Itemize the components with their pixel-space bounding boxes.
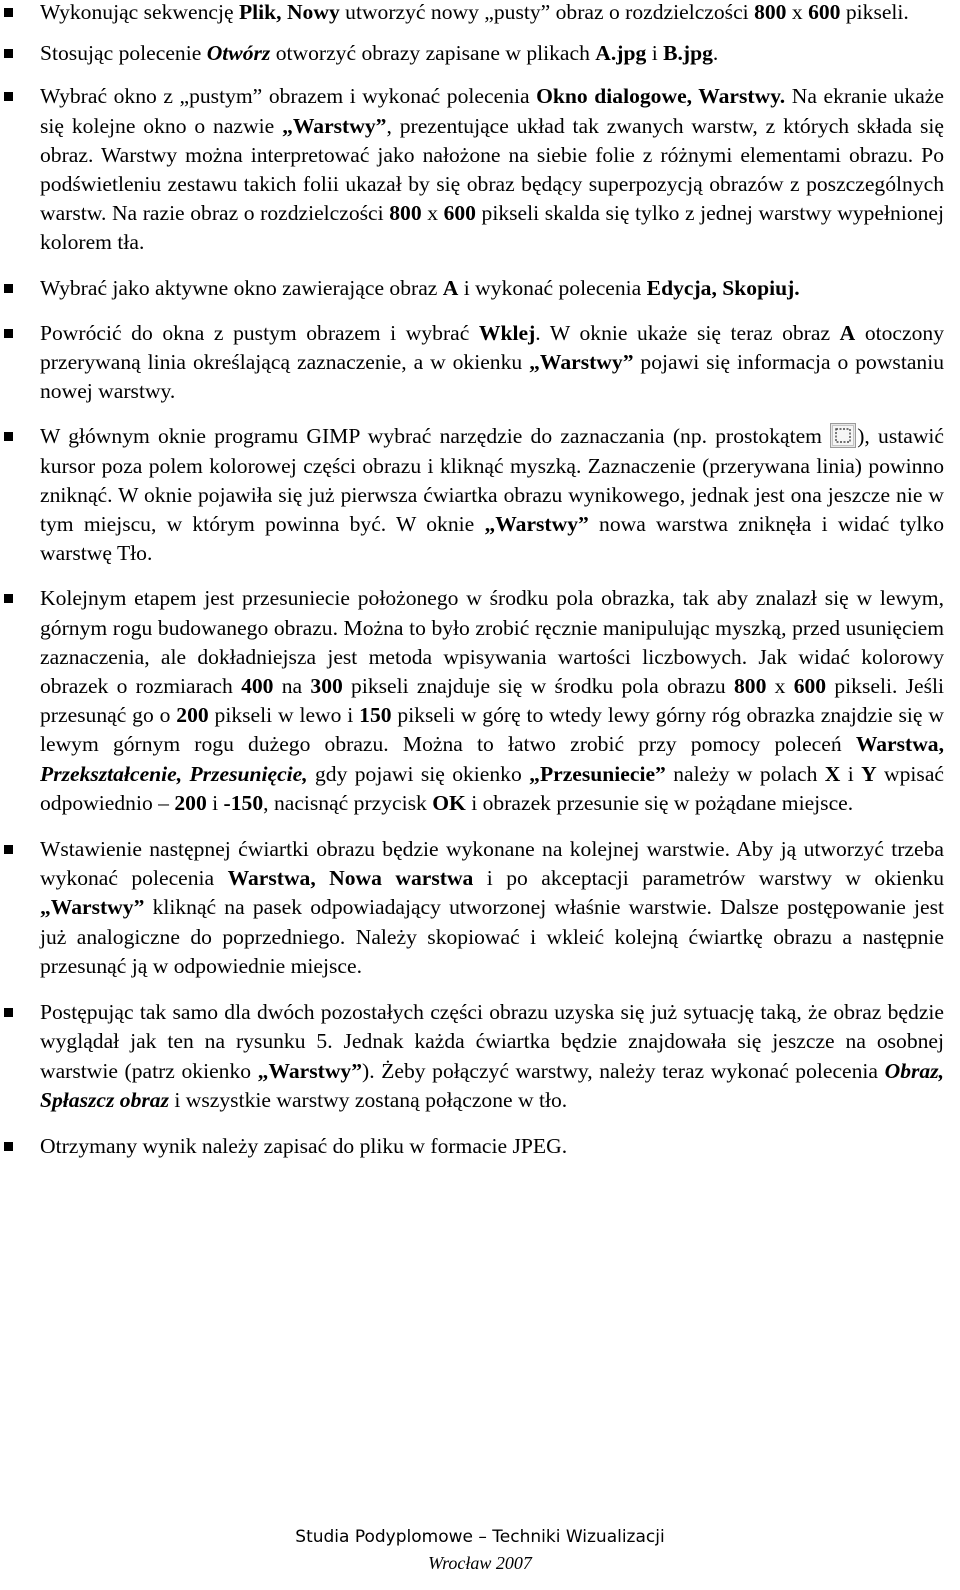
text-run: ), ustawić kursor poza polem kolorowej części obrazu i kliknąć myszką. Zaznaczenie (przerywana linia) powinno zniknąć. W oknie pojawiła się już pierwsza ćwiartka obrazu wynikowego, jednak jest ona jeszcze nie w tym miejscu, w którym powinna być. W oknie [40,424,944,537]
text-run: Na ekranie ukaże się kolejne okno o nazwie [40,84,944,138]
text-run: wpisać odpowiednio – [40,761,945,815]
text-run: A.jpg [595,41,647,66]
text-run: A [442,275,459,300]
text-run: 800 [389,201,422,226]
text-run: Kolejnym etapem jest przesuniecie położonego w środku pola obrazka, tak aby znalazł się w lewym, górnym rogu budowanego obrazu. Można to było zrobić ręcznie manipulując myszką, przed usunięciem zaznaczenia, ale dokładniejsza jest metoda wpisywania wartości liczbowych. Jak widać kolorowy obrazek o rozmiarach [40,586,944,699]
list-item [0,0,944,27]
text-run: x [786,0,809,24]
footer-line-2: Wrocław 2007 [428,1553,532,1573]
item-text [40,321,944,403]
text-run: pojawi się informacja o powstaniu nowej warstwy. [40,350,944,404]
text-run: 600 [443,201,476,226]
list-item [0,319,944,407]
text-run: 800 [733,674,767,699]
footer-line-1: Studia Podyplomowe – Techniki Wizualizacji [295,1527,665,1547]
text-run: Powrócić do okna z pustym obrazem i wybrać [40,320,479,345]
text-run: pikseli w górę to wtedy lewy górny róg obrazka znajdzie się w lewym górnym rogu dużego obrazu. Można to łatwo zrobić przy pomocy poleceń [40,703,944,757]
text-run: Wklej [478,320,536,345]
bullet-marker [4,594,13,603]
text-run: , nacisnąć przycisk [263,790,433,815]
bullet-marker [4,845,13,854]
text-run: Otrzymany wynik należy zapisać do pliku w formacie JPEG. [40,1133,568,1158]
text-run: X [824,761,841,786]
bullet-marker [4,432,13,441]
item-text [40,424,944,565]
text-run: x [421,201,444,226]
text-run: pikseli w lewo i [208,703,360,728]
text-run: i wykonać polecenia [458,275,647,300]
text-run: B.jpg [663,41,713,66]
text-run: , prezentujące układ tak zwanych warstw, z których składa się obraz. Warstwy można interpretować jako nałożone na siebie folie z różnymi elementami obrazu. Po podświetleniu zestawu takich folii ukazał by się obraz będący superpozycją obrazów z poszczególnych warstw. Na razie obraz o rozdzielczości [40,113,944,226]
rect-select-icon [830,423,856,448]
text-run: „Warstwy” [257,1058,363,1083]
bullet-marker [4,1142,13,1151]
text-run: W głównym oknie programu GIMP wybrać narzędzie do zaznaczania (np. prostokątem [40,424,831,449]
list-item [0,1132,944,1161]
item-text [40,837,944,978]
text-run: i [646,41,664,66]
text-run: Wybrać okno z „pustym” obrazem i wykonać polecenia [40,84,537,109]
list-item [0,835,944,981]
text-run: kliknąć na pasek odpowiadający utworzonej właśnie warstwie. Dalsze postępowanie jest już analogiczne do poprzedniego. Należy skopiować i wkleić kolejną ćwiartkę obrazu a następnie przesunąć ją w odpowiednie miejsce. [40,895,944,978]
text-run: Wstawienie następnej ćwiartki obrazu będzie wykonane na kolejnej warstwie. Aby ją utworzyć trzeba wykonać polecenia [40,837,944,891]
text-run: Edycja, Skopiuj. [646,275,800,300]
text-run: i [840,761,862,786]
text-run: x [766,674,794,699]
text-run: Przekształcenie, Przesunięcie, [40,761,308,786]
bullet-marker [4,92,13,101]
text-run: „Warstwy” [40,895,145,920]
text-run: Y [861,761,877,786]
text-run: i [206,790,224,815]
bullet-marker [4,329,13,338]
text-run: Otwórz [206,41,271,66]
text-run: pikseli skalda się tylko z jednej warstwy wypełnionej kolorem tła. [40,201,944,255]
text-run: „Przesuniecie” [529,761,666,786]
text-run: pikseli. Jeśli przesunąć go o [40,674,945,728]
text-run: i po akceptacji parametrów warstwy w okienku [473,866,944,891]
item-text [40,41,718,65]
item-text [40,586,944,814]
list-item [0,82,944,257]
text-run: pikseli. [840,0,909,24]
item-text [40,276,800,300]
text-run: nowa warstwa zniknęła i widać tylko warstwę Tło. [40,512,944,566]
text-run: należy w polach [665,761,825,786]
bullet-marker [4,49,13,58]
list-item [0,422,944,568]
text-run: otworzyć obrazy zapisane w plikach [270,41,596,66]
bullet-marker [4,284,13,293]
list-item [0,39,944,68]
text-run: „Warstwy” [282,113,387,138]
text-run: Okno dialogowe, Warstwy. [536,84,786,109]
text-run: Postępując tak samo dla dwóch pozostałych części obrazu uzyska się już sytuację taką, że obraz będzie wyglądał jak ten na rysunku 5. Jednak każda ćwiartka będzie znajdowała się jeszcze na osobnej warstwie (patrz okienko [40,1000,944,1083]
text-run: 150 [359,703,392,728]
item-text [40,84,944,254]
text-run: Wybrać jako aktywne okno zawierające obraz [40,275,443,300]
text-run: gdy pojawi się okienko [307,761,530,786]
text-run: Warstwa, Nowa warstwa [227,866,474,891]
text-run: „Warstwy” [484,512,589,537]
item-text [40,1134,567,1158]
text-run: OK [432,790,466,815]
text-run: 800 [754,0,787,24]
item-text [40,0,909,24]
text-run: Obraz, Spłaszcz obraz [40,1058,945,1112]
list-item [0,584,944,818]
item-text [40,1000,944,1112]
text-run: Wykonując sekwencję [40,0,239,24]
bullet-marker [4,1008,13,1017]
text-run: 600 [793,674,827,699]
text-run: . W oknie ukaże się teraz obraz [535,320,840,345]
text-run: A [839,320,856,345]
bullet-marker [4,8,13,17]
text-run: i wszystkie warstwy zostaną połączone w tło. [169,1087,568,1112]
list-item [0,998,944,1115]
text-run: „Warstwy” [529,350,634,375]
text-run: . [712,41,719,66]
text-run: 200 [176,703,209,728]
text-run: ). Żeby połączyć warstwy, należy teraz wykonać polecenia [362,1058,885,1083]
text-run: utworzyć nowy „pusty” obraz o rozdzielczości [339,0,755,24]
text-run: Warstwa, [855,732,944,757]
list-item [0,274,944,303]
text-run: 600 [808,0,841,24]
text-run: otoczony przerywaną linia określającą zaznaczenie, a w okienku [40,320,944,375]
text-run: pikseli znajduje się w środku pola obrazu [342,674,734,699]
text-run: i obrazek przesunie się w pożądane miejsce. [465,790,854,815]
text-run: Plik, Nowy [238,0,340,24]
text-run: -150 [223,790,264,815]
text-run: 200 [174,790,207,815]
text-run: na [273,674,311,699]
text-run: 400 [241,674,274,699]
text-run: 300 [310,674,343,699]
text-run: Stosując polecenie [40,41,207,66]
